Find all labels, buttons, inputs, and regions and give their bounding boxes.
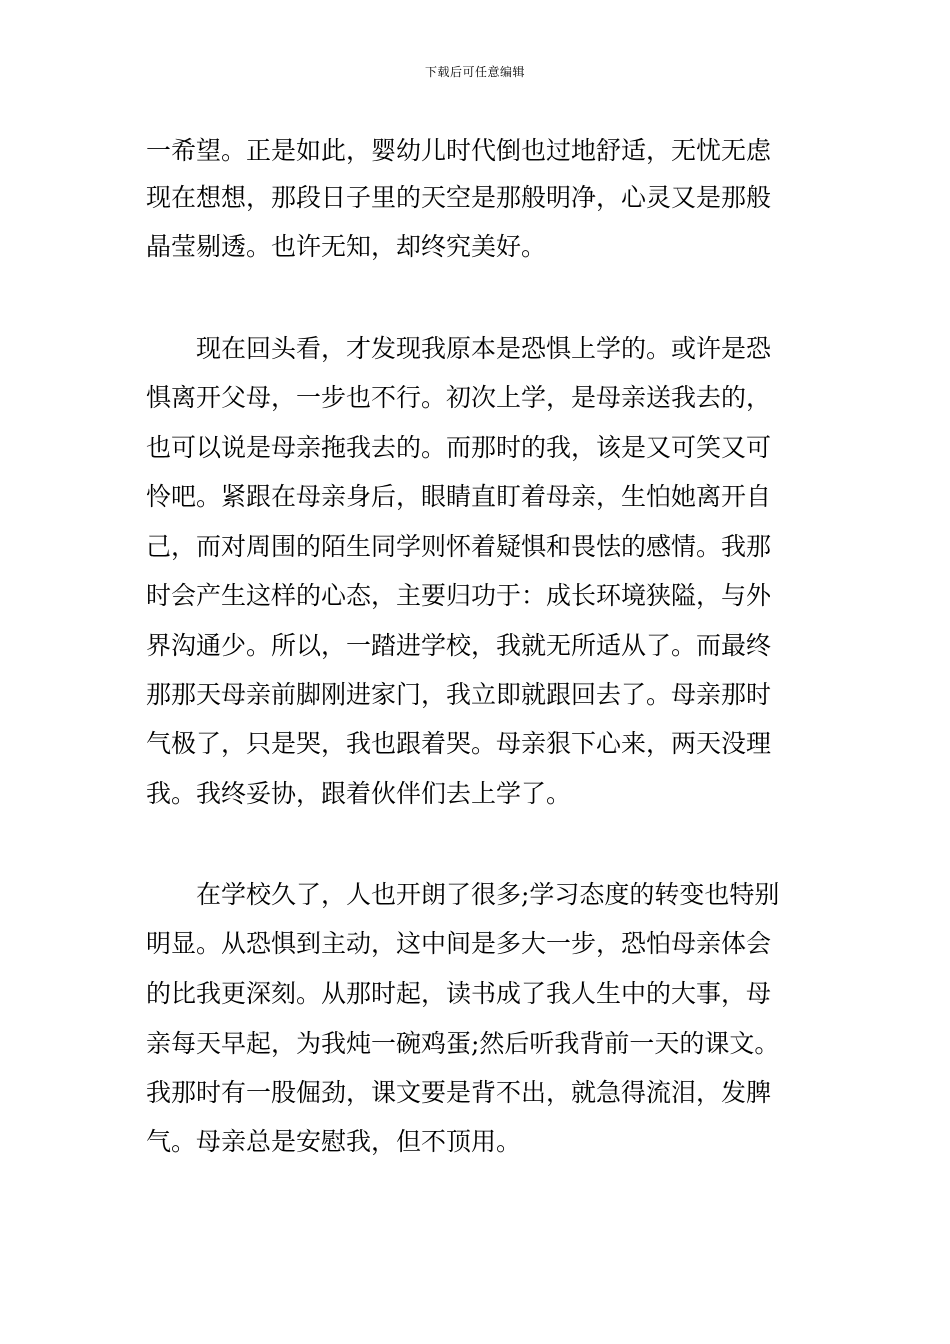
page-header: 下载后可任意编辑 bbox=[424, 65, 525, 79]
paragraph-2-line-10: 我。我终妥协，跟着伙伴们去上学了。 bbox=[146, 779, 572, 808]
paragraph-2-line-6: 时会产生这样的心态，主要归功于：成长环境狭隘，与外 bbox=[146, 581, 772, 610]
paragraph-2-line-1: 现在回头看，才发现我原本是恐惧上学的。或许是恐 bbox=[196, 334, 772, 363]
paragraph-3-line-4: 亲每天早起，为我炖一碗鸡蛋;然后听我背前一天的课文。 bbox=[146, 1029, 780, 1058]
paragraph-3-line-3: 的比我更深刻。从那时起，读书成了我人生中的大事，母 bbox=[146, 979, 772, 1008]
paragraph-3-line-6: 气。母亲总是安慰我，但不顶用。 bbox=[146, 1127, 522, 1156]
paragraph-2-line-4: 怜吧。紧跟在母亲身后，眼睛直盯着母亲，生怕她离开自 bbox=[146, 482, 772, 511]
paragraph-2-line-5: 己，而对周围的陌生同学则怀着疑惧和畏怯的感情。我那 bbox=[146, 532, 772, 561]
paragraph-1-line-2: 现在想想，那段日子里的天空是那般明净，心灵又是那般 bbox=[146, 183, 772, 212]
paragraph-1-line-3: 晶莹剔透。也许无知，却终究美好。 bbox=[146, 232, 547, 261]
paragraph-3-line-5: 我那时有一股倔劲，课文要是背不出，就急得流泪，发脾 bbox=[146, 1078, 772, 1107]
paragraph-2-line-8: 那那天母亲前脚刚进家门，我立即就跟回去了。母亲那时 bbox=[146, 680, 772, 709]
paragraph-2-line-3: 也可以说是母亲拖我去的。而那时的我，该是又可笑又可 bbox=[146, 433, 772, 462]
paragraph-3-line-1: 在学校久了，人也开朗了很多;学习态度的转变也特别 bbox=[196, 880, 780, 909]
paragraph-2-line-7: 界沟通少。所以，一踏进学校，我就无所适从了。而最终 bbox=[146, 631, 772, 660]
paragraph-2-line-2: 惧离开父母，一步也不行。初次上学，是母亲送我去的， bbox=[146, 383, 772, 412]
paragraph-3-line-2: 明显。从恐惧到主动，这中间是多大一步，恐怕母亲体会 bbox=[146, 929, 772, 958]
paragraph-1-line-1: 一希望。正是如此，婴幼儿时代倒也过地舒适，无忧无虑 bbox=[146, 136, 772, 165]
paragraph-2-line-9: 气极了，只是哭，我也跟着哭。母亲狠下心来，两天没理 bbox=[146, 729, 772, 758]
